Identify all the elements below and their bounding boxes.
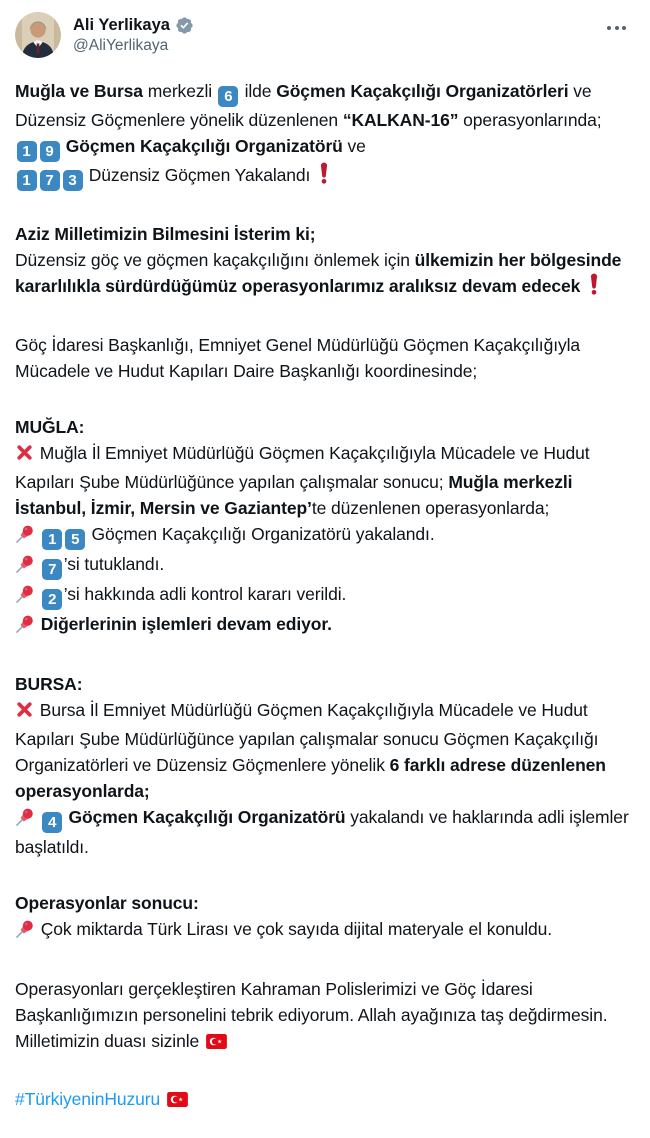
tweet-text <box>15 78 635 1114</box>
user-handle[interactable]: @AliYerlikaya <box>73 37 169 54</box>
turkish-flag-icon <box>167 1088 188 1114</box>
keycap-digit-emoji: 1 <box>42 529 62 550</box>
tweet-text-run: ’si hakkında adli kontrol kararı verildi. <box>63 584 347 604</box>
tweet-text-run: ’si tutuklandı. <box>63 554 165 574</box>
display-name[interactable]: Ali Yerlikaya <box>73 16 170 34</box>
keycap-digit-emoji: 2 <box>42 589 62 610</box>
avatar[interactable] <box>15 12 61 58</box>
more-menu-button[interactable] <box>603 22 630 34</box>
pushpin-icon <box>15 554 35 581</box>
tweet-text-bold: Göçmen Kaçakçılığı Organizatörü <box>68 807 346 827</box>
tweet-text-bold: ülkemizin her bölgesinde kararlılıkla sürdürdüğümüz operasyonlarımız aralıksız devam edecek <box>15 250 622 296</box>
pushpin-icon <box>15 919 35 946</box>
tweet-text-run: te düzenlenen operasyonlarda; <box>311 498 550 518</box>
keycap-digit-emoji: 5 <box>65 529 85 550</box>
tweet-paragraph <box>15 414 635 641</box>
tweet-paragraph <box>15 78 635 191</box>
tweet-paragraph <box>15 1086 635 1114</box>
tweet-text-bold: BURSA: <box>15 674 83 694</box>
tweet-text-bold: Diğerlerinin işlemleri devam ediyor. <box>40 614 332 634</box>
tweet-text-bold: Göçmen Kaçakçılığı Organizatörleri <box>276 81 569 101</box>
ellipsis-dot <box>607 26 611 30</box>
keycap-digit-emoji: 7 <box>42 559 62 580</box>
tweet-text-run: Muğla İl Emniyet Müdürlüğü Göçmen Kaçakçılığıyla Mücadele ve Hudut Kapıları Şube Müdürlüğünce yapılan çalışmalar sonucu; <box>15 443 590 492</box>
pushpin-icon <box>15 807 35 834</box>
tweet-text-run: yakalandı ve haklarında adli işlemler başlatıldı. <box>15 807 629 857</box>
tweet-text-bold: Muğla merkezli İstanbul, İzmir, Mersin ve Gaziantep’ <box>15 472 573 518</box>
keycap-digit-emoji: 1 <box>17 170 37 191</box>
keycap-digit-emoji: 6 <box>218 86 238 107</box>
tweet-paragraph <box>15 332 635 384</box>
cross-mark-icon <box>15 700 34 726</box>
tweet-text-bold: Muğla ve Bursa <box>15 81 143 101</box>
tweet-text-run: Düzensiz göç ve göçmen kaçakçılığını önlemek için <box>15 250 415 270</box>
tweet-text-run: Çok miktarda Türk Lirası ve çok sayıda dijital materyale el konuldu. <box>40 919 553 939</box>
tweet-text-run: Düzensiz Göçmen Yakalandı <box>84 165 311 185</box>
user-identity <box>73 12 194 56</box>
verified-badge-icon <box>175 16 194 35</box>
tweet-text-bold: MUĞLA: <box>15 417 85 437</box>
tweet-text-run: ilde <box>239 81 277 101</box>
tweet-text-run: merkezli <box>142 81 217 101</box>
pushpin-icon <box>15 524 35 551</box>
keycap-digit-emoji: 4 <box>42 812 62 833</box>
keycap-digit-emoji: 3 <box>63 170 83 191</box>
tweet-text-bold: Aziz Milletimizin Bilmesini İsterim ki; <box>15 224 316 244</box>
tweet-text-bold: 6 farklı adrese düzenlenen operasyonlarda; <box>15 755 606 801</box>
pushpin-icon <box>15 584 35 611</box>
tweet-text-run: ve <box>342 136 366 156</box>
tweet-text-run: operasyonlarında; <box>458 110 602 130</box>
hashtag-link[interactable]: #TürkiyeninHuzuru <box>15 1089 161 1109</box>
turkish-flag-icon <box>206 1030 227 1056</box>
tweet-text-run: Göçmen Kaçakçılığı Organizatörü yakalandı. <box>86 524 435 544</box>
ellipsis-dot <box>615 26 619 30</box>
tweet-header <box>15 10 635 58</box>
tweet-text-run: Operasyonları gerçekleştiren Kahraman Polislerimizi ve Göç İdaresi Başkanlığımızın personelini tebrik ediyorum. Allah ayağınıza taş değdirmesin. Milletimizin duası sizinle <box>15 979 608 1051</box>
keycap-digit-emoji: 7 <box>40 170 60 191</box>
tweet-paragraph <box>15 221 635 302</box>
ellipsis-dot <box>622 26 626 30</box>
tweet-text-run: ve Düzensiz Göçmenlere yönelik düzenlenen <box>15 81 592 130</box>
keycap-digit-emoji: 1 <box>17 141 37 162</box>
tweet-text-run: Bursa İl Emniyet Müdürlüğü Göçmen Kaçakçılığıyla Mücadele ve Hudut Kapıları Şube Müdürlüğünce yapılan çalışmalar sonucu Göçmen Kaçakçılığı Organizatörleri ve Düzensiz Göçmenlere yönelik <box>15 700 599 775</box>
tweet-text-bold: Operasyonlar sonucu: <box>15 893 199 913</box>
tweet-paragraph <box>15 671 635 860</box>
tweet-paragraph <box>15 890 635 946</box>
keycap-digit-emoji: 9 <box>40 141 60 162</box>
tweet-text-bold: Göçmen Kaçakçılığı Organizatörü <box>65 136 343 156</box>
tweet-text-run: Göç İdaresi Başkanlığı, Emniyet Genel Müdürlüğü Göçmen Kaçakçılığıyla Mücadele ve Hudut Kapıları Daire Başkanlığı koordinesinde; <box>15 335 581 381</box>
red-exclamation-icon <box>318 162 330 191</box>
pushpin-icon <box>15 614 35 641</box>
tweet-text-bold: “KALKAN-16” <box>342 110 459 130</box>
tweet-paragraph <box>15 976 635 1056</box>
red-exclamation-icon <box>588 273 600 302</box>
cross-mark-icon <box>15 443 34 469</box>
